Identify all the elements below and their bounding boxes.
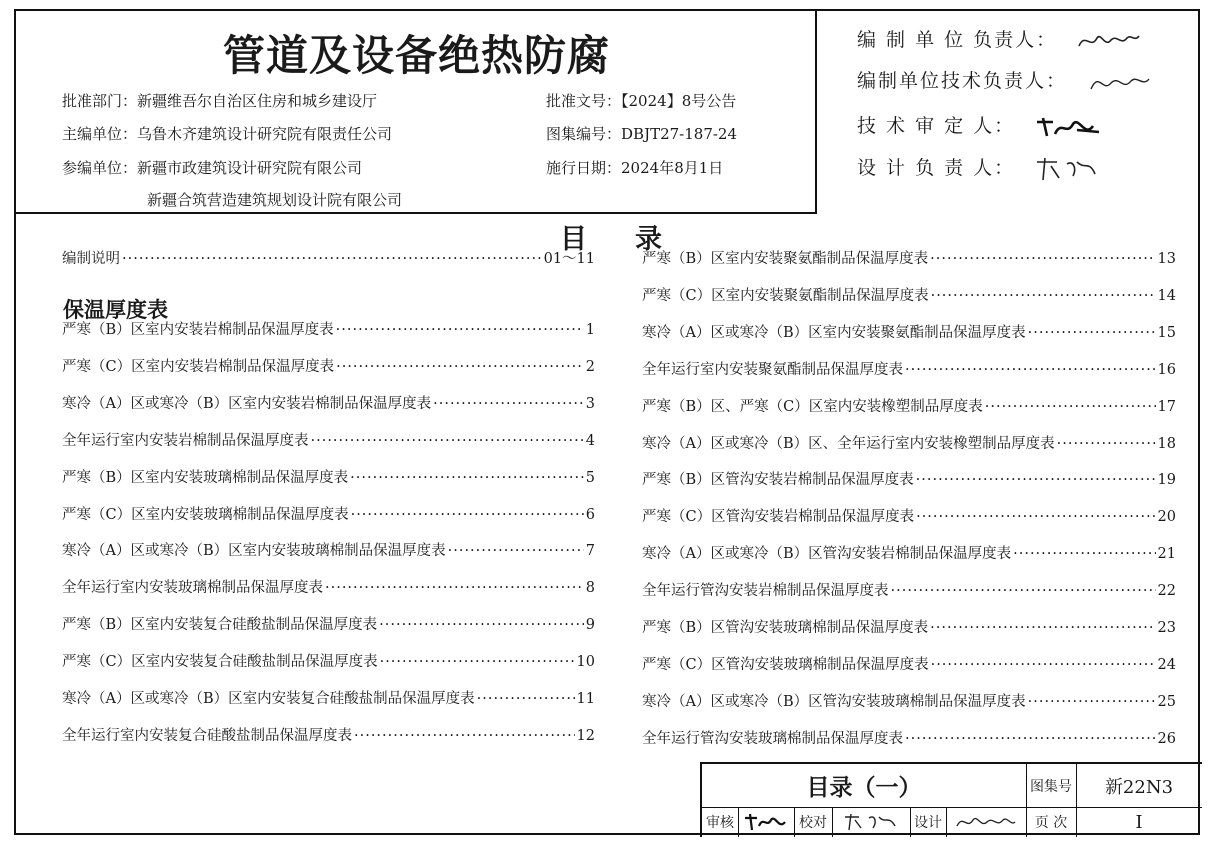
toc-leader-dots xyxy=(350,470,584,486)
toc-item[interactable] xyxy=(62,613,595,634)
toc-leader-dots xyxy=(477,691,575,707)
signature-row xyxy=(857,111,1103,140)
toc-item[interactable] xyxy=(642,579,1176,600)
page-title: 管道及设备绝热防腐 xyxy=(222,31,610,80)
toc-item[interactable] xyxy=(62,318,595,339)
approval-no-row xyxy=(546,90,736,111)
toc-item-page: 18 xyxy=(1157,435,1176,452)
toc-item-label: 严寒（C）区管沟安装岩棉制品保温厚度表 xyxy=(642,509,915,526)
co-editor-value-1: 新疆市政建筑设计研究院有限公司 xyxy=(137,159,363,177)
approval-no-value: 【2024】8号公告 xyxy=(621,92,737,110)
toc-leader-dots xyxy=(916,472,1156,488)
toc-item[interactable] xyxy=(642,247,1176,268)
toc-item-page: 13 xyxy=(1157,251,1176,267)
toc-leader-dots xyxy=(336,359,584,375)
chief-editor-value: 乌鲁木齐建筑设计研究院有限责任公司 xyxy=(137,125,393,143)
review-label: 审核 xyxy=(706,815,734,831)
toc-item-page: 15 xyxy=(1157,324,1176,341)
approval-dept-row xyxy=(62,90,377,111)
toc-item-label: 全年运行管沟安装玻璃棉制品保温厚度表 xyxy=(642,730,903,747)
toc-item[interactable] xyxy=(642,321,1176,342)
toc-item[interactable] xyxy=(62,724,595,745)
toc-item[interactable] xyxy=(642,358,1176,379)
toc-item-page: 11 xyxy=(576,691,595,707)
title-block xyxy=(700,762,1202,837)
toc-item-label: 严寒（B）区室内安装聚氨酯制品保温厚度表 xyxy=(642,251,929,267)
toc-item-page: 20 xyxy=(1157,509,1176,526)
toc-item[interactable] xyxy=(62,539,595,560)
handwritten-signature xyxy=(1033,156,1103,182)
toc-item-label: 全年运行室内安装岩棉制品保温厚度表 xyxy=(62,432,309,449)
toc-item-page: 23 xyxy=(1157,620,1176,636)
toc-item[interactable] xyxy=(642,395,1176,416)
toc-item-page: 7 xyxy=(585,543,595,560)
toc-leader-dots xyxy=(1028,325,1156,341)
toc-item-label: 严寒（C）区管沟安装玻璃棉制品保温厚度表 xyxy=(642,656,929,673)
toc-leader-dots xyxy=(985,399,1156,415)
toc-item-page: 6 xyxy=(585,506,595,523)
toc-item-label: 全年运行管沟安装岩棉制品保温厚度表 xyxy=(642,583,889,600)
sheet-title: 目录（一） xyxy=(806,775,922,801)
toc-leader-dots xyxy=(891,583,1156,599)
toc-item[interactable] xyxy=(62,466,595,487)
toc-item-label: 寒冷（A）区或寒冷（B）区室内安装岩棉制品保温厚度表 xyxy=(62,395,432,412)
atlas-no-label: 图集编号： xyxy=(546,125,622,143)
header-info-panel xyxy=(16,11,817,214)
toc-item-label: 严寒（B）区室内安装岩棉制品保温厚度表 xyxy=(62,322,334,338)
effective-date-label: 施行日期： xyxy=(546,159,622,177)
handwritten-signature xyxy=(1075,28,1145,54)
atlas-number: 新22N3 xyxy=(1104,776,1174,798)
toc-item[interactable] xyxy=(642,727,1176,748)
toc-item[interactable] xyxy=(642,542,1176,563)
toc-item[interactable] xyxy=(642,468,1176,489)
toc-item[interactable] xyxy=(642,505,1176,526)
handwritten-signature xyxy=(1033,114,1103,140)
toc-item-page: 5 xyxy=(585,469,595,486)
toc-leader-dots xyxy=(433,396,584,412)
toc-item[interactable] xyxy=(642,653,1176,674)
toc-leader-dots xyxy=(931,657,1156,673)
toc-item[interactable] xyxy=(62,392,595,413)
approval-dept-value: 新疆维吾尔自治区住房和城乡建设厅 xyxy=(137,92,378,110)
signature-row xyxy=(857,25,1145,54)
toc-leader-dots xyxy=(380,654,575,670)
handwritten-signature xyxy=(955,812,1017,832)
toc-item-page: 1 xyxy=(585,322,595,338)
toc-item-page: 19 xyxy=(1157,472,1176,489)
effective-date-value: 2024年8月1日 xyxy=(621,159,724,177)
toc-item-label: 编制说明 xyxy=(62,251,120,267)
handwritten-signature xyxy=(843,812,899,832)
toc-leader-dots xyxy=(916,509,1155,525)
review-signature xyxy=(738,807,794,837)
toc-item-page: 3 xyxy=(585,395,595,412)
toc-item[interactable] xyxy=(642,284,1176,305)
co-editor-label: 参编单位： xyxy=(62,159,138,177)
signature-panel xyxy=(817,11,1198,214)
approval-no-label: 批准文号： xyxy=(546,92,622,110)
check-signature xyxy=(832,807,910,837)
toc-heading-left: 目 xyxy=(560,224,587,255)
toc-item-page: 2 xyxy=(585,358,595,375)
toc-item-page: 10 xyxy=(576,654,595,671)
toc-item-label: 严寒（B）区管沟安装玻璃棉制品保温厚度表 xyxy=(642,620,929,636)
toc-item-page: 25 xyxy=(1157,693,1176,710)
toc-leader-dots xyxy=(122,251,542,267)
toc-item-label: 严寒（B）区室内安装复合硅酸盐制品保温厚度表 xyxy=(62,617,378,634)
toc-item-label: 严寒（C）区室内安装复合硅酸盐制品保温厚度表 xyxy=(62,654,378,671)
toc-item-label: 全年运行室内安装复合硅酸盐制品保温厚度表 xyxy=(62,727,352,744)
toc-item-page: 22 xyxy=(1157,583,1176,600)
co-editor-row xyxy=(62,157,362,178)
check-label: 校对 xyxy=(799,815,827,831)
toc-item[interactable] xyxy=(62,576,595,597)
signature-role: 编制单位技术负责人： xyxy=(857,70,1068,92)
atlas-no-value: DBJT27-187-24 xyxy=(621,125,738,143)
toc-heading-right: 录 xyxy=(635,224,662,255)
toc-item-page: 24 xyxy=(1157,656,1176,673)
toc-item-label: 寒冷（A）区或寒冷（B）区室内安装复合硅酸盐制品保温厚度表 xyxy=(62,691,475,707)
design-signature xyxy=(946,807,1026,837)
atlas-no-row xyxy=(546,123,737,144)
toc-item-page: 8 xyxy=(585,580,595,597)
toc-leader-dots xyxy=(905,362,1156,378)
toc-item-page: 16 xyxy=(1157,361,1176,378)
toc-item-label: 严寒（C）区室内安装聚氨酯制品保温厚度表 xyxy=(642,287,929,304)
toc-item-label: 严寒（B）区管沟安装岩棉制品保温厚度表 xyxy=(642,472,914,489)
atlas-label: 图集号 xyxy=(1030,778,1072,795)
chief-editor-row xyxy=(62,123,392,144)
toc-leader-dots xyxy=(1013,546,1155,562)
toc-leader-dots xyxy=(930,620,1155,636)
toc-item-page: 26 xyxy=(1157,730,1176,747)
effective-date-row xyxy=(546,157,723,178)
toc-item-label: 全年运行室内安装聚氨酯制品保温厚度表 xyxy=(642,361,903,378)
toc-item-label: 寒冷（A）区或寒冷（B）区室内安装聚氨酯制品保温厚度表 xyxy=(642,324,1026,341)
toc-item-page: 17 xyxy=(1157,398,1176,415)
toc-leader-dots xyxy=(931,288,1156,304)
toc-item[interactable] xyxy=(642,616,1176,637)
page-number: I xyxy=(1135,811,1143,833)
page-label: 页 次 xyxy=(1034,815,1068,831)
toc-item-page: 9 xyxy=(585,617,595,634)
toc-item-label: 严寒（C）区室内安装岩棉制品保温厚度表 xyxy=(62,358,335,375)
toc-item[interactable] xyxy=(62,650,595,671)
toc-item[interactable] xyxy=(62,429,595,450)
toc-item-page: 01～11 xyxy=(543,251,595,267)
design-label: 设计 xyxy=(914,815,942,831)
toc-item[interactable] xyxy=(642,690,1176,711)
co-editor-value-2: 新疆合筑营造建筑规划设计院有限公司 xyxy=(147,191,403,209)
toc-item-page: 21 xyxy=(1157,546,1176,563)
toc-leader-dots xyxy=(354,728,575,744)
signature-role: 设 计 负 责 人： xyxy=(857,157,1016,179)
handwritten-signature xyxy=(1085,69,1155,95)
toc-leader-dots xyxy=(448,543,584,559)
toc-leader-dots xyxy=(325,580,584,596)
toc-item[interactable] xyxy=(62,247,595,268)
toc-item-label: 寒冷（A）区或寒冷（B）区管沟安装玻璃棉制品保温厚度表 xyxy=(642,693,1026,710)
toc-leader-dots xyxy=(311,433,584,449)
toc-item-label: 严寒（B）区室内安装玻璃棉制品保温厚度表 xyxy=(62,469,349,486)
toc-item[interactable] xyxy=(62,503,595,524)
toc-item-page: 14 xyxy=(1157,287,1176,304)
signature-role: 技 术 审 定 人： xyxy=(857,115,1016,137)
toc-item[interactable] xyxy=(62,687,595,708)
toc-leader-dots xyxy=(336,322,584,338)
signature-row xyxy=(857,66,1155,95)
toc-leader-dots xyxy=(379,617,584,633)
toc-item-label: 严寒（C）区室内安装玻璃棉制品保温厚度表 xyxy=(62,506,349,523)
toc-item-page: 4 xyxy=(585,432,595,449)
handwritten-signature xyxy=(743,812,789,832)
chief-editor-label: 主编单位： xyxy=(62,125,138,143)
approval-dept-label: 批准部门： xyxy=(62,92,138,110)
toc-item-label: 全年运行室内安装玻璃棉制品保温厚度表 xyxy=(62,580,323,597)
toc-leader-dots xyxy=(1028,694,1156,710)
toc-item-label: 严寒（B）区、严寒（C）区室内安装橡塑制品厚度表 xyxy=(642,398,983,415)
signature-row xyxy=(857,153,1103,182)
toc-item[interactable] xyxy=(62,355,595,376)
toc-item-label: 寒冷（A）区或寒冷（B）区管沟安装岩棉制品保温厚度表 xyxy=(642,546,1012,563)
toc-item-page: 12 xyxy=(576,727,595,744)
signature-role: 编 制 单 位 负责人： xyxy=(857,29,1058,51)
toc-item-label: 寒冷（A）区或寒冷（B）区室内安装玻璃棉制品保温厚度表 xyxy=(62,543,446,560)
section-title: 保温厚度表 xyxy=(63,298,168,322)
drawing-sheet xyxy=(14,9,1200,835)
toc-leader-dots xyxy=(930,251,1155,267)
toc-leader-dots xyxy=(1057,436,1156,452)
toc-item[interactable] xyxy=(642,432,1176,453)
toc-leader-dots xyxy=(905,731,1156,747)
toc-item-label: 寒冷（A）区或寒冷（B）区、全年运行室内安装橡塑制品厚度表 xyxy=(642,435,1055,452)
toc-leader-dots xyxy=(351,507,584,523)
